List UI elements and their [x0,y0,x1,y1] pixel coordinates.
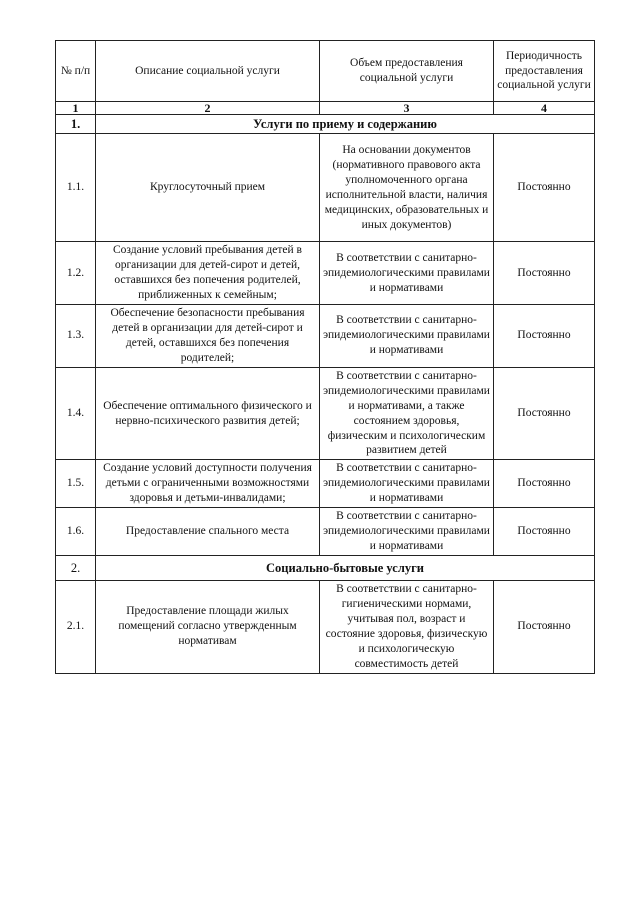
row-description: Создание условий пребывания детей в организации для детей-сирот и детей, оставшихся без попечения родителей, приближенных к семейным; [96,242,320,305]
row-frequency: Постоянно [494,305,595,368]
row-num: 1.1. [56,134,96,242]
row-description: Создание условий доступности получения детьми с ограниченными возможностями здоровья и детьми-инвалидами; [96,460,320,508]
table-row [56,134,595,242]
row-num: 2.1. [56,581,96,674]
section-title: Услуги по приему и содержанию [96,115,595,134]
row-volume: В соответствии с санитарно-гигиеническими нормами, учитывая пол, возраст и состояние здоровья, физическую и психологическую совместимость детей [320,581,494,674]
table-row [56,305,595,368]
row-num: 1.6. [56,508,96,556]
header-num: № п/п [56,41,96,102]
row-frequency: Постоянно [494,460,595,508]
row-frequency: Постоянно [494,367,595,460]
section-row [56,115,595,134]
row-volume: В соответствии с санитарно-эпидемиологическими правилами и нормативами, а также состоянием здоровья, физическим и психологическим развитием детей [320,367,494,460]
row-volume: В соответствии с санитарно-эпидемиологическими правилами и нормативами [320,305,494,368]
column-number-row [56,102,595,115]
row-volume: В соответствии с санитарно-эпидемиологическими правилами и нормативами [320,242,494,305]
row-volume: На основании документов (нормативного правового акта уполномоченного органа исполнительной власти, наличия медицинских, образовательных и иных документов) [320,134,494,242]
row-num: 1.5. [56,460,96,508]
row-description: Предоставление спального места [96,508,320,556]
row-frequency: Постоянно [494,134,595,242]
section-num: 2. [56,556,96,581]
row-num: 1.4. [56,367,96,460]
row-volume: В соответствии с санитарно-эпидемиологическими правилами и нормативами [320,508,494,556]
table-row [56,581,595,674]
header-frequency: Периодичность предоставления социальной услуги [494,41,595,102]
row-description: Предоставление площади жилых помещений согласно утвержденным нормативам [96,581,320,674]
row-frequency: Постоянно [494,581,595,674]
header-row [56,41,595,102]
row-description: Обеспечение безопасности пребывания детей в организации для детей-сирот и детей, оставшихся без попечения родителей; [96,305,320,368]
column-number: 4 [494,102,595,115]
row-frequency: Постоянно [494,508,595,556]
header-description: Описание социальной услуги [96,41,320,102]
section-title: Социально-бытовые услуги [96,556,595,581]
row-description: Круглосуточный прием [96,134,320,242]
row-num: 1.3. [56,305,96,368]
row-volume: В соответствии с санитарно-эпидемиологическими правилами и нормативами [320,460,494,508]
section-num: 1. [56,115,96,134]
table-row [56,242,595,305]
table-row [56,508,595,556]
services-table [55,40,595,674]
row-frequency: Постоянно [494,242,595,305]
row-description: Обеспечение оптимального физического и нервно-психического развития детей; [96,367,320,460]
header-volume: Объем предоставления социальной услуги [320,41,494,102]
table-row [56,367,595,460]
column-number: 3 [320,102,494,115]
section-row [56,556,595,581]
column-number: 2 [96,102,320,115]
column-number: 1 [56,102,96,115]
table-row [56,460,595,508]
row-num: 1.2. [56,242,96,305]
